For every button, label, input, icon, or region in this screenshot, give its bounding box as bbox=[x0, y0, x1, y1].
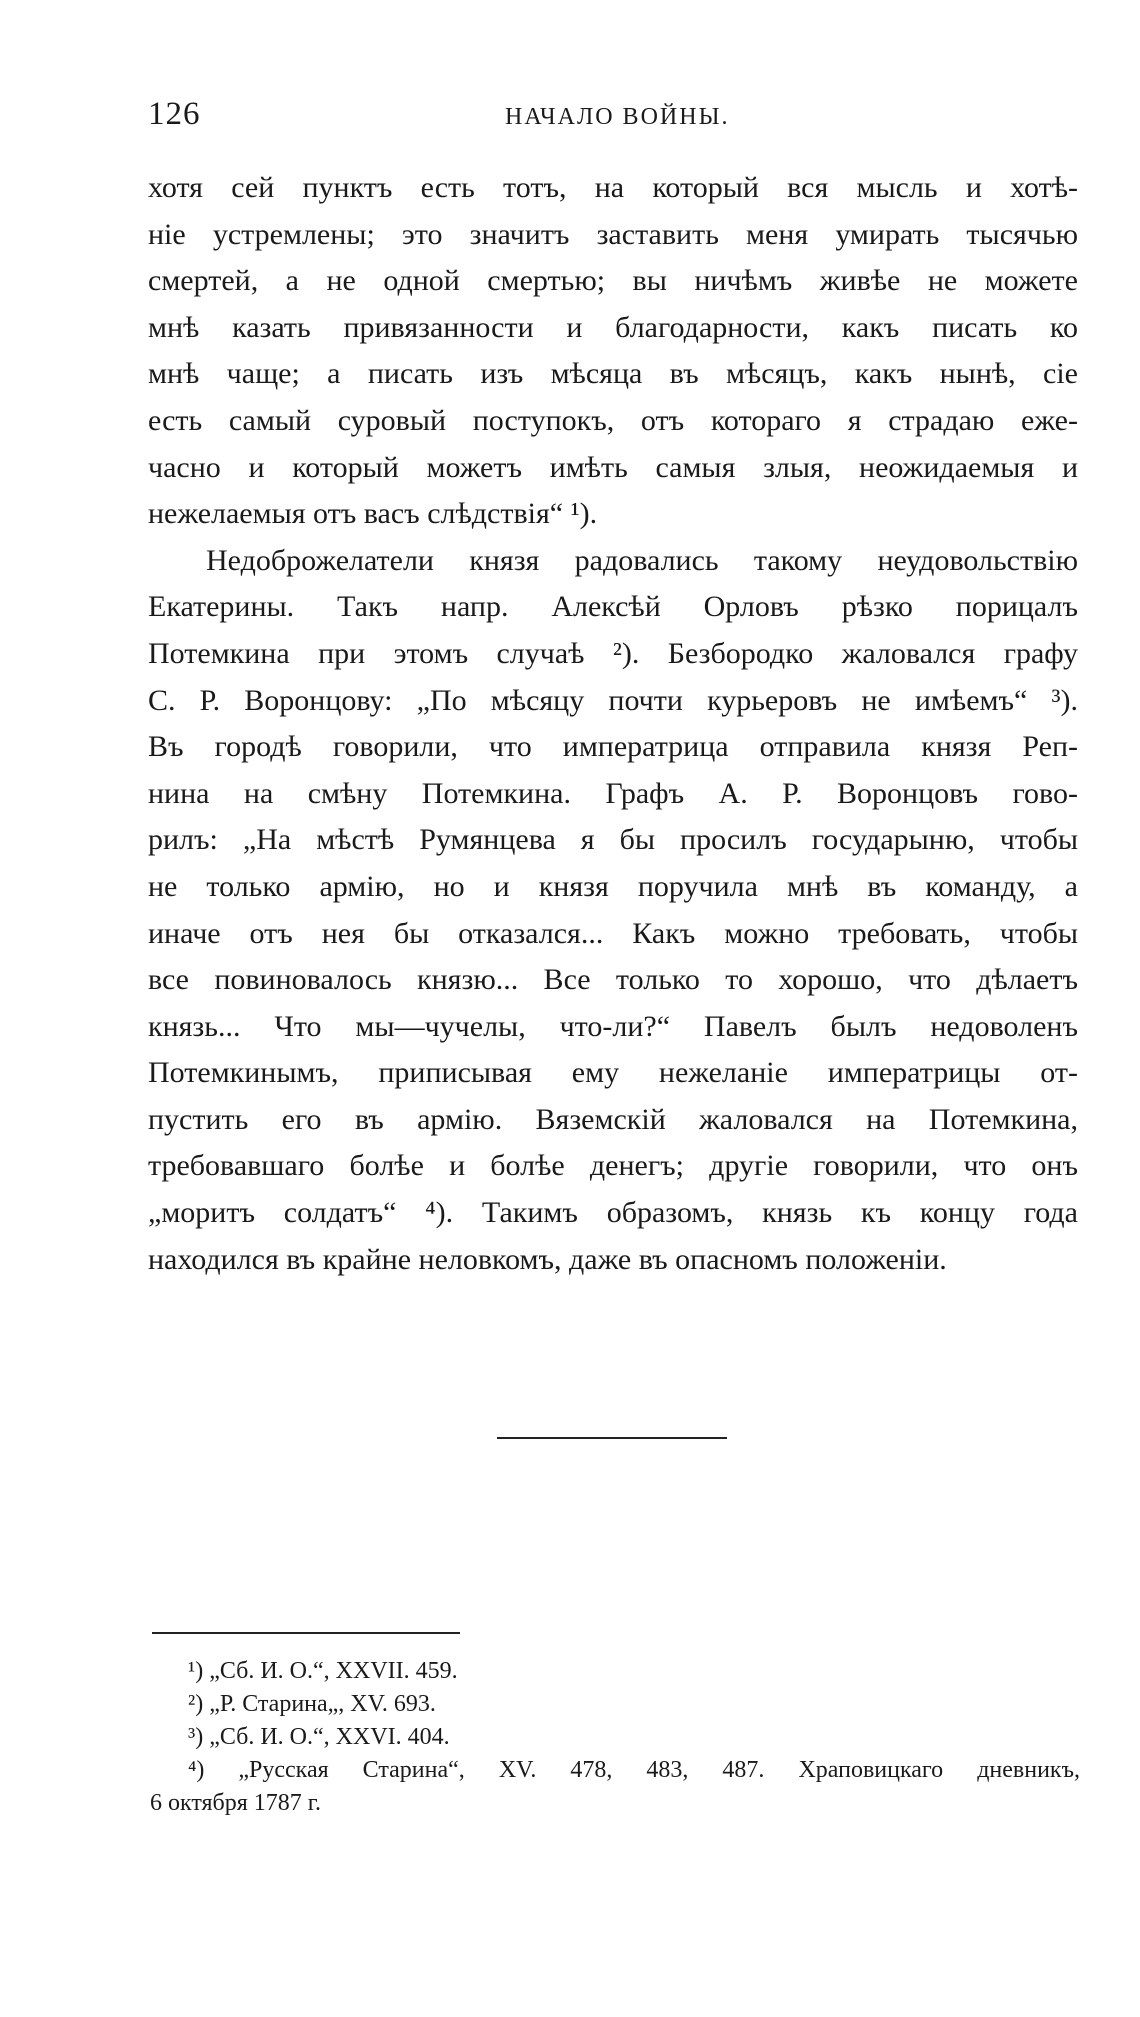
text-line: мнѣ казать привязанности и благодарности, какъ писать ко bbox=[148, 310, 1078, 344]
footnote: ³) „Сб. И. О.“, XXVI. 404. bbox=[188, 1724, 450, 1750]
paragraph-1 bbox=[148, 165, 1078, 538]
text-line: есть самый суровый поступокъ, отъ котораго я страдаю еже- bbox=[148, 403, 1078, 437]
text-line: нежелаемыя отъ васъ слѣдствія“ ¹). bbox=[148, 497, 598, 531]
text-line: Екатерины. Такъ напр. Алексѣй Орловъ рѣзко порицалъ bbox=[148, 590, 1078, 624]
text-line: смертей, а не одной смертью; вы ничѣмъ живѣе не можете bbox=[148, 264, 1078, 298]
text-line: Потемкинымъ, приписывая ему нежеланіе императрицы от- bbox=[148, 1056, 1078, 1090]
footnote: ⁴) „Русская Старина“, XV. 478, 483, 487. Храповицкаго дневникъ, bbox=[188, 1757, 1080, 1783]
page-number: 126 bbox=[148, 96, 201, 132]
text-line: требовавшаго болѣе и болѣе денегъ; другіе говорили, что онъ bbox=[148, 1149, 1078, 1183]
text-line: все повиновалось князю... Все только то хорошо, что дѣлаетъ bbox=[148, 963, 1078, 997]
paragraph-2 bbox=[148, 538, 1078, 1284]
text-line: Потемкина при этомъ случаѣ ²). Безбородко жаловался графу bbox=[148, 636, 1078, 670]
text-line: мнѣ чаще; а писать изъ мѣсяца въ мѣсяцъ, какъ нынѣ, сіе bbox=[148, 357, 1078, 391]
footnote-continuation: 6 октября 1787 г. bbox=[150, 1790, 321, 1816]
text-line: „моритъ солдатъ“ ⁴). Такимъ образомъ, князь къ концу года bbox=[148, 1196, 1078, 1230]
running-title: НАЧАЛО ВОЙНЫ. bbox=[505, 104, 730, 130]
text-line: Въ городѣ говорили, что императрица отправила князя Реп- bbox=[148, 730, 1078, 764]
text-line: хотя сей пунктъ есть тотъ, на который вся мысль и хотѣ- bbox=[148, 171, 1078, 204]
text-line: ніе устремлены; это значитъ заставить меня умирать тысячью bbox=[148, 217, 1078, 251]
footnote: ²) „Р. Старина„, XV. 693. bbox=[188, 1691, 436, 1717]
section-divider bbox=[497, 1437, 727, 1439]
footnotes bbox=[150, 1655, 1080, 1820]
text-line: Недоброжелатели князя радовались такому неудовольствію bbox=[206, 543, 1078, 577]
text-line: не только армію, но и князя поручила мнѣ въ команду, а bbox=[148, 869, 1078, 903]
text-line: нина на смѣну Потемкина. Графъ А. Р. Воронцовъ гово- bbox=[148, 776, 1078, 810]
text-line: часно и который можетъ имѣть самыя злыя, неожидаемыя и bbox=[148, 450, 1078, 484]
text-line: находился въ крайне неловкомъ, даже въ опасномъ положеніи. bbox=[148, 1242, 947, 1276]
text-line: С. Р. Воронцову: „По мѣсяцу почти курьеровъ не имѣемъ“ ³). bbox=[148, 683, 1078, 717]
body-text bbox=[148, 165, 1078, 1283]
text-line: рилъ: „На мѣстѣ Румянцева я бы просилъ государыню, чтобы bbox=[148, 823, 1078, 857]
footnote: ¹) „Сб. И. О.“, XXVII. 459. bbox=[188, 1658, 458, 1684]
text-line: князь... Что мы—чучелы, что-ли?“ Павелъ былъ недоволенъ bbox=[148, 1009, 1078, 1043]
footnote-divider bbox=[152, 1632, 460, 1634]
text-line: иначе отъ нея бы отказался... Какъ можно требовать, чтобы bbox=[148, 916, 1078, 950]
text-line: пустить его въ армію. Вяземскій жаловался на Потемкина, bbox=[148, 1102, 1078, 1136]
